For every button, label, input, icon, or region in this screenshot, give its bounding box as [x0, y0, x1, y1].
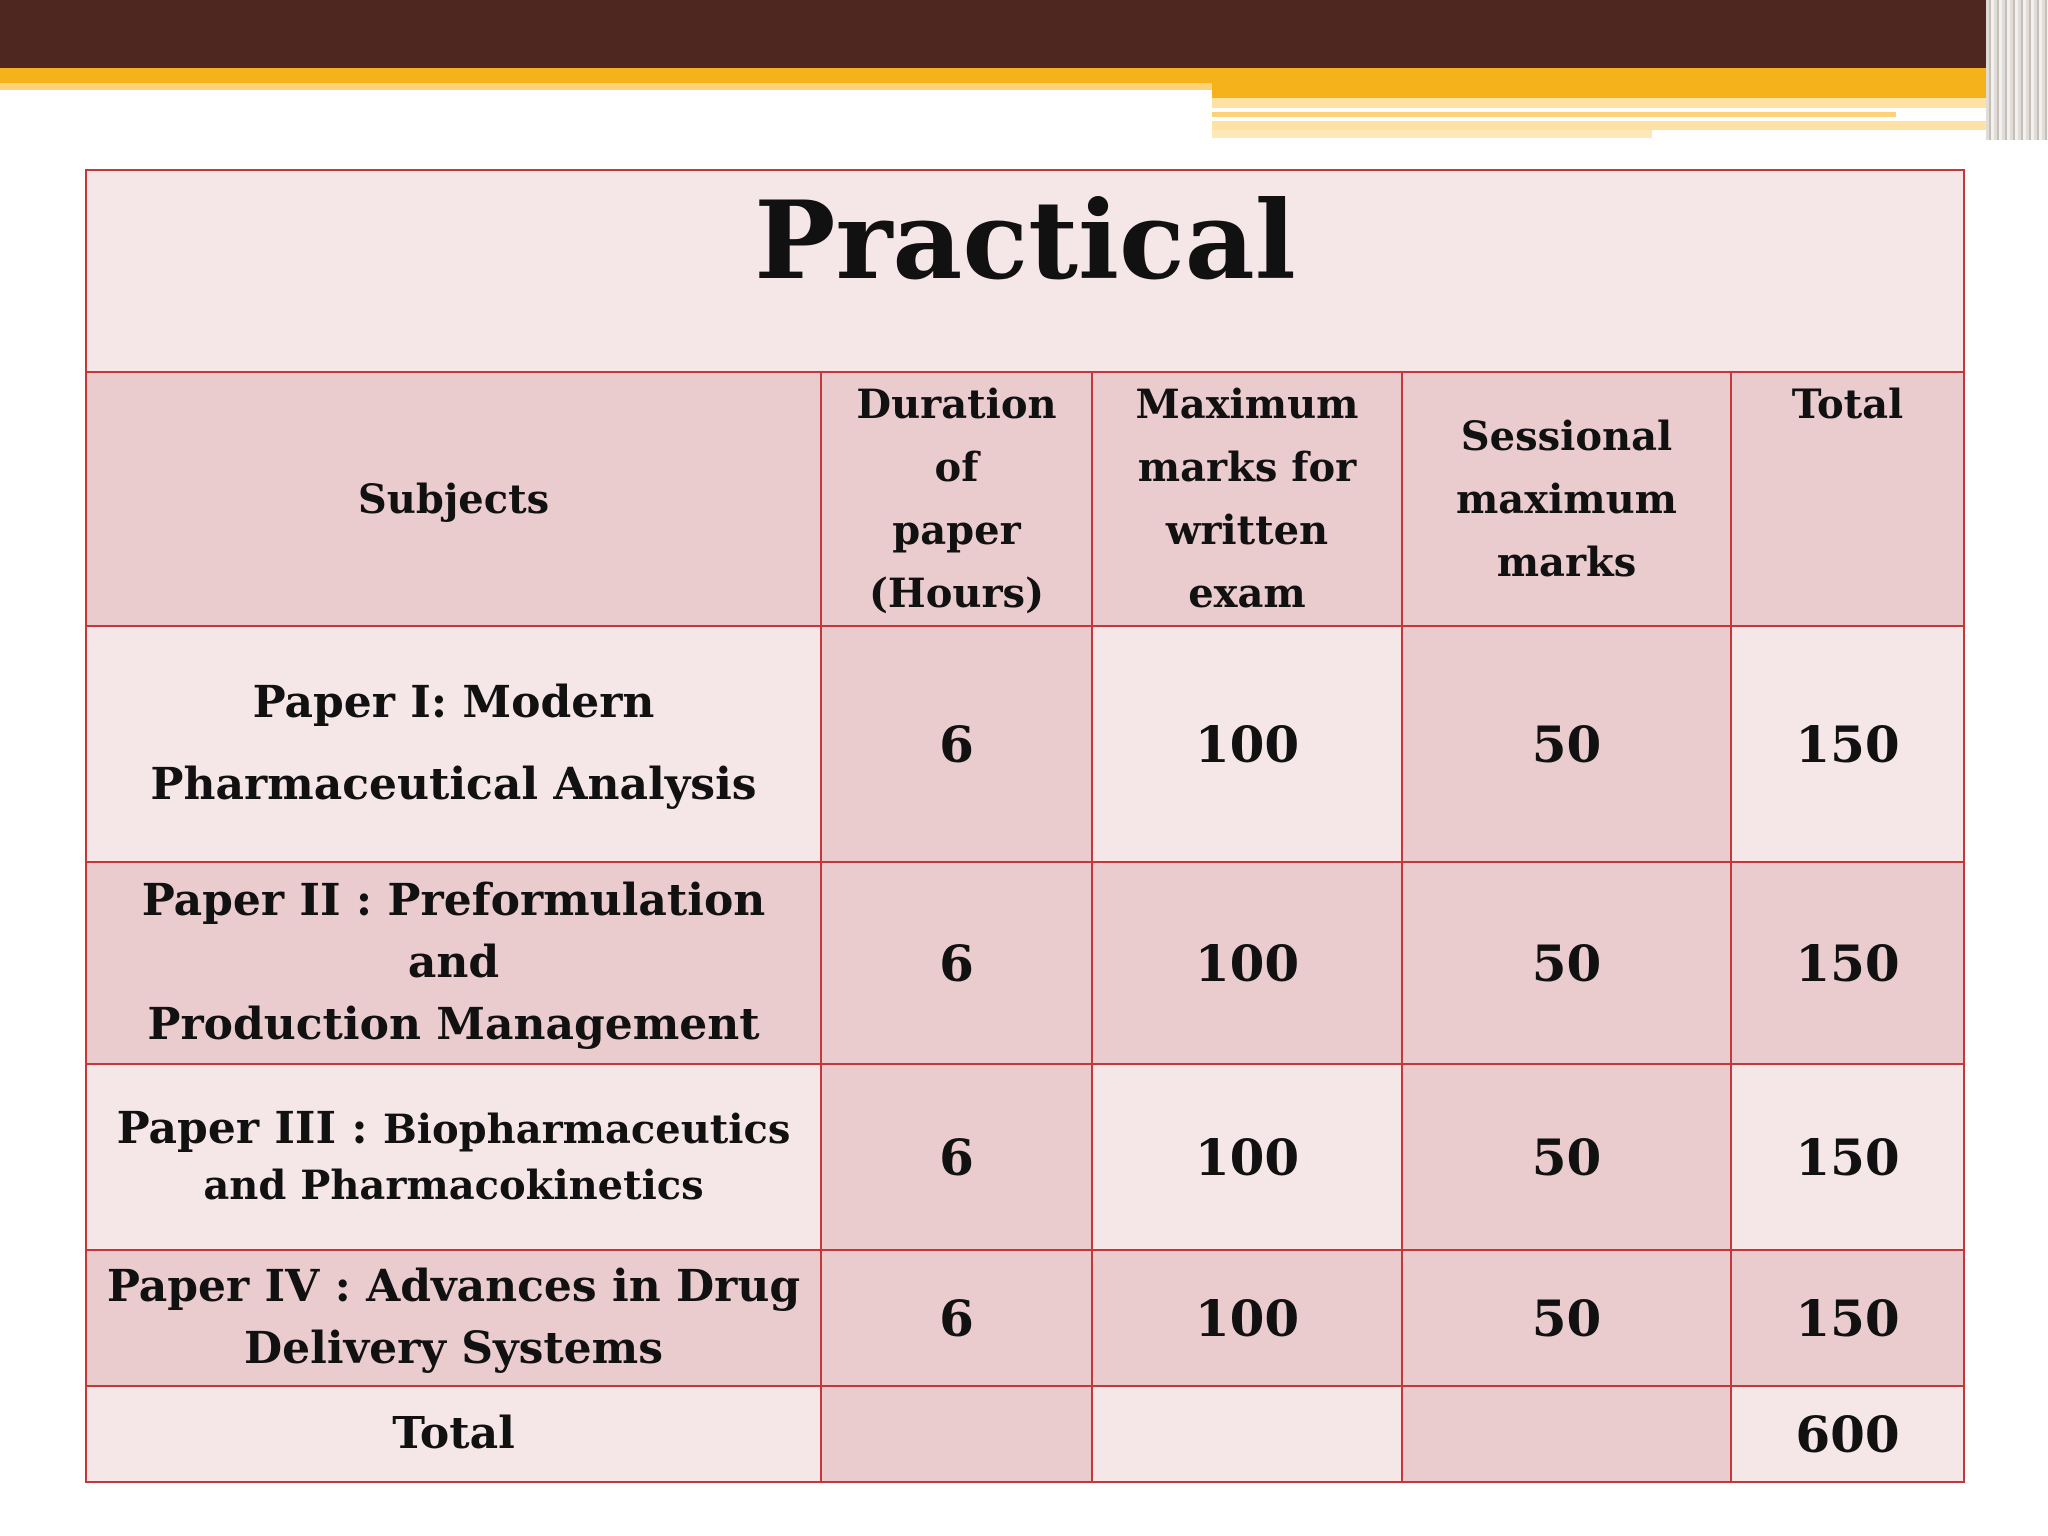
- subject-cell: [86, 862, 821, 1064]
- total-cell: 150: [1731, 862, 1964, 1064]
- practical-marks-table: [85, 169, 1965, 1483]
- header-total: Total: [1731, 372, 1964, 626]
- table-title: Practical: [86, 170, 1964, 372]
- top-banner-pale-strip-3: [1212, 130, 1652, 138]
- corner-stripes: [1986, 0, 2048, 140]
- title-row: [86, 170, 1964, 372]
- subject-line: Paper IV : Advances in Drug: [106, 1261, 801, 1312]
- header-sessional-line: Sessional: [1460, 412, 1673, 460]
- header-subjects: Subjects: [86, 372, 821, 626]
- top-banner-pale-strip-2: [1212, 121, 2008, 130]
- header-max-written-line: marks for: [1137, 444, 1357, 491]
- subject-cell: [86, 1250, 821, 1386]
- table-row: [86, 1064, 1964, 1250]
- empty-cell: [1402, 1386, 1731, 1482]
- header-duration: [821, 372, 1092, 626]
- total-cell: 150: [1731, 1064, 1964, 1250]
- empty-cell: [821, 1386, 1092, 1482]
- duration-cell: 6: [821, 862, 1092, 1064]
- top-banner-brown: [0, 0, 2048, 68]
- table-row: [86, 1250, 1964, 1386]
- header-row: [86, 372, 1964, 626]
- sessional-cell: 50: [1402, 862, 1731, 1064]
- subject-cell: [86, 626, 821, 862]
- total-row: [86, 1386, 1964, 1482]
- duration-cell: 6: [821, 1250, 1092, 1386]
- sessional-cell: 50: [1402, 1250, 1731, 1386]
- top-banner-gold-right: [1212, 68, 2008, 98]
- subject-line: and Pharmacokinetics: [203, 1161, 704, 1209]
- subject-lead: Paper III :: [116, 1102, 383, 1154]
- header-sessional-line: maximum: [1455, 475, 1677, 523]
- max-written-cell: 100: [1092, 1250, 1402, 1386]
- header-max-written: [1092, 372, 1402, 626]
- top-banner-gold: [0, 68, 1212, 90]
- header-max-written-line: written exam: [1165, 507, 1329, 617]
- header-sessional-line: marks: [1496, 538, 1637, 586]
- subject-line: Pharmaceutical Analysis: [150, 759, 757, 810]
- header-sessional: [1402, 372, 1731, 626]
- empty-cell: [1092, 1386, 1402, 1482]
- sessional-cell: 50: [1402, 1064, 1731, 1250]
- subject-line: [97, 1101, 810, 1158]
- total-cell: 150: [1731, 626, 1964, 862]
- duration-cell: 6: [821, 1064, 1092, 1250]
- header-duration-line: paper: [892, 507, 1021, 554]
- total-cell: 150: [1731, 1250, 1964, 1386]
- table-row: [86, 626, 1964, 862]
- max-written-cell: 100: [1092, 626, 1402, 862]
- grand-total-cell: 600: [1731, 1386, 1964, 1482]
- table-row: [86, 862, 1964, 1064]
- top-banner-line: [1212, 112, 1896, 117]
- top-banner-pale-strip: [1212, 98, 2008, 108]
- subject-line: Production Management: [147, 999, 760, 1050]
- max-written-cell: 100: [1092, 862, 1402, 1064]
- header-duration-line: (Hours): [869, 570, 1044, 617]
- header-duration-line: Duration of: [856, 381, 1057, 491]
- sessional-cell: 50: [1402, 626, 1731, 862]
- subject-cell: [86, 1064, 821, 1250]
- duration-cell: 6: [821, 626, 1092, 862]
- subject-rest: Biopharmaceutics: [382, 1105, 791, 1153]
- max-written-cell: 100: [1092, 1064, 1402, 1250]
- subject-line: Delivery Systems: [244, 1323, 663, 1374]
- header-max-written-line: Maximum: [1135, 381, 1359, 428]
- total-label: Total: [86, 1386, 821, 1482]
- subject-line: Paper I: Modern: [252, 677, 655, 728]
- subject-line: Paper II : Preformulation and: [141, 875, 766, 988]
